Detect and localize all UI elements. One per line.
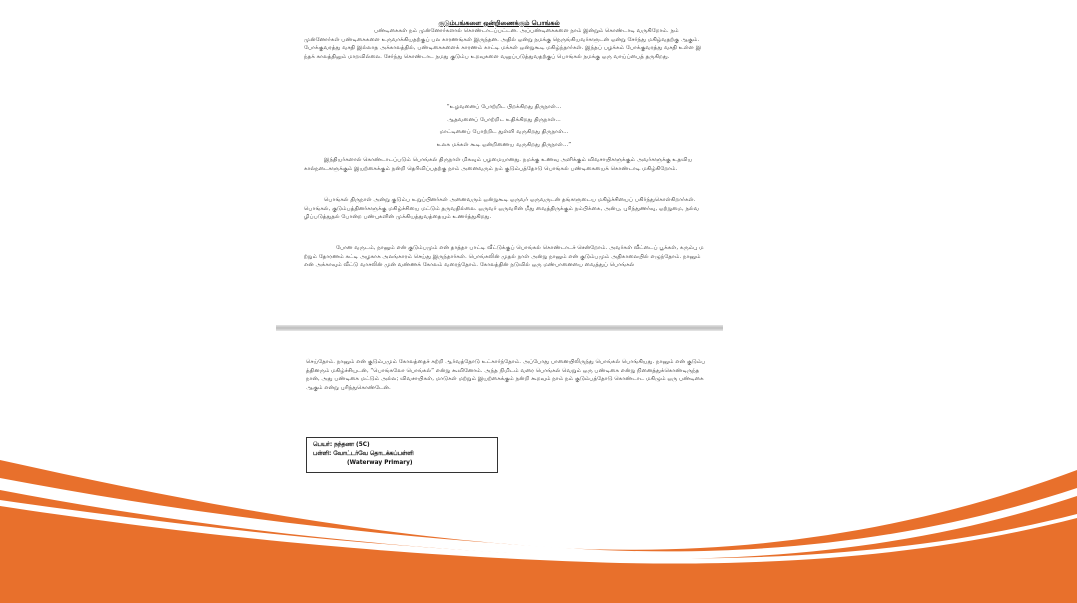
paragraph-conclusion: செய்தோம். நானும் என் குடும்பமும் கோலத்தைச் சுற்றி ஆர்வத்தோடு உட்கார்ந்தோம். அப்போது பானையிலிருந்து பொங்கல் பொங்கியது. நானும் என் குடும்பத்தினரும் மகிழ்ச்சியுடன், “பொங்கலோ பொங்கல்” என்று கூவினோம். அந்த நிமிடம் வரை பொங்கல் வெறும் ஒரு பண்டிகை என்று நினைத்துக்கொண்டிருந்த நான், அது பண்டிகை மட்டும் அல்ல; விவசாயிகள், மாடுகள் மற்றும் இயற்கைக்கும் நன்றி கூறவும் நாம் நம் குடும்பத்தோடு கொண்டாட மகிழும் ஒரு பண்டிகை ஆகும் என்று புரிந்துகொண்டேன். [306,359,706,391]
orange-swoosh-decoration [0,440,1077,603]
paragraph-intro: பண்டிகைகள் நம் முன்னோர்களால் கொண்டாடப்பட்டன. அப்பண்டிகைகளை நாம் இன்றும் கொண்டாடி வருகிறோம். நம் முன்னோர்கள் பண்டிகைகளை உருவாக்கியதற்குப் பல காரணங்கள் இருந்தன. அதில் ஒன்று நமக்கு நெருங்கியவர்களுடன் ஒன்று சேர்ந்து மகிழ்வதற்கு ஆகும். போக்குவரத்து வசதி இல்லாத அக்காலத்தில், பண்டிகைகளைக் காரணம் காட்டி மக்கள் ஒன்றுகூடி மகிழ்ந்தார்கள். இந்தப் பழக்கம் போக்குவரத்து வசதி உள்ள இந்தக் காலத்திலும் மாறவில்லை. சேர்ந்து கொண்டாட நமது குடும்ப உறவுகளை வலுப்படுத்துவதற்குப் பொங்கல் நமக்கு ஒரு வாய்ப்பைத் தருகிறது. [304,28,702,60]
poem-line: மாட்டினைப் போற்றிட துள்ளி வருகிறது திருநாள்... [439,129,569,135]
author-school: பள்ளி: வோட்டர்வே தொடக்கப்பள்ளி [313,451,414,457]
author-name: பெயர்: நந்தனா (5C) [313,442,370,448]
document-title: குடும்பங்களை ஒன்றிணைக்கும் பொங்கல் [438,19,560,27]
paragraph-history: இந்தியர்களால் கொண்டாடப்படும் பொங்கல் திருநாள் மிகவும் பழமையானது. நமக்கு உணவு அளிக்கும் விவசாயிகளுக்கும் அவர்களுக்கு உதவிய கால்நடைகளுக்கும் இயற்கைக்கும் நன்றி தெரிவிப்பதற்கு நாம் அனைவரும் நம் குடும்பத்தோடு பொங்கல் பண்டிகையைக் கொண்டாடி மகிழ்கிறோம். [304,157,693,172]
document-page-1 [276,0,722,326]
poem-line: ஆதவனைப் போற்றிட உதிக்கிறது திருநாள்... [447,116,561,123]
author-school-english: (Waterway Primary) [347,460,413,466]
paragraph-family: பொங்கல் திருநாள் அன்று குடும்ப உறுப்பினர்கள் அனைவரும் ஒன்றுகூடி ஒருவர் ஒருவருடன் தங்களுடைய மகிழ்ச்சியைப் பகிர்ந்துகொள்கிறார்கள். பொங்கல், குடும்பத்தினர்களுக்கு மகிழ்ச்சியை மட்டும் தருவதில்லை. ஒருவர் ஒருவரின் மீது வைத்திருக்கும் நம்பிக்கை, அன்பு, புரிந்துணர்வு, ஒற்றுமை, நல்வழிப்படுத்துதல் போன்ற பண்புகளின் முக்கியத்துவத்தையும் உணர்த்துகிறது. [304,197,700,221]
poem-line: “உழவனைப் போற்றிட பிறக்கிறது திருநாள்... [446,104,562,110]
paragraph-last-year: போன வருடம், நானும் என் குடும்பமும் என் தாத்தா பாட்டி வீட்டுக்குப் பொங்கல் கொண்டாடச் சென்றோம். அவர்கள் வீட்டைப் பூக்கள், கரும்பு மற்றும் தோரணம் கட்டி அழகாக அலங்காரம் செய்து இருந்தார்கள். பொங்கலின் முதல் நாள் அன்று நானும் என் குடும்பமும் அதிகாலையில் எழுந்தோம். நானும் என் அக்காவும் வீட்டு வாசலின் முன் வண்ணக் கோலம் வரைந்தோம். கோலத்தின் நடுவில் ஒரு மண்பானையை வைத்துப் பொங்கல் [304,245,704,269]
poem-line: உலக மக்கள் கூடி ஒன்றிணைய வருகிறது திருநாள்...” [436,141,572,148]
poem [304,101,704,151]
